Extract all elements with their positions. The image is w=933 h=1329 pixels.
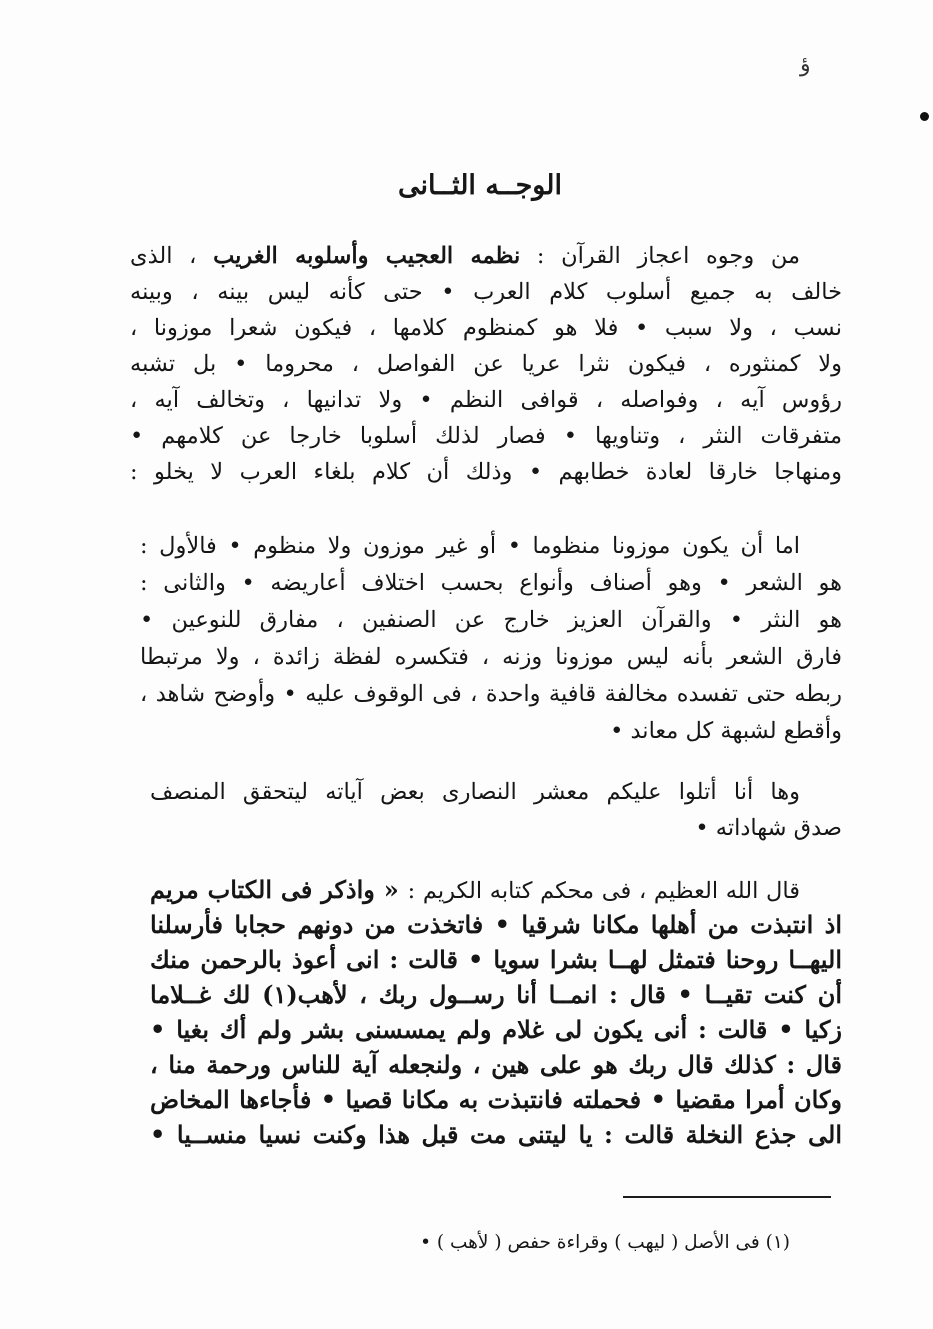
text-line: اما أن يكون موزونا منظوما • أو غير موزون ولا منظوم • فالأول : [140, 533, 800, 559]
text-line: هو الشعر • وهو أصناف وأنواع بحسب اختلاف أعاريضه • والثانى : [140, 570, 842, 596]
text-line: أن كنت تقيــا • قال : انمــا أنا رســول ربك ، لأهب(١) لك غــلاما [150, 980, 842, 1009]
text-line: ومنهاجا خارقا لعادة خطابهم • وذلك أن كلام بلغاء العرب لا يخلو : [130, 459, 842, 485]
text-line: قال : كذلك قال ربك هو على هين ، ولنجعله آية للناس ورحمة منا ، [150, 1050, 842, 1079]
margin-dot [920, 112, 929, 121]
quote-start: « واذكر فى الكتاب مريم [150, 875, 399, 904]
text-line: وها أنا أتلوا عليكم معشر النصارى بعض آياته ليتحقق المنصف [150, 779, 800, 805]
paragraph-4-quran-quote [150, 872, 842, 1152]
text-line: نسب ، ولا سبب • فلا هو كمنظوم كلامها ، فيكون شعرا موزونا ، [130, 315, 842, 341]
text-line: خالف به جميع أسلوب كلام العرب • حتى كأنه ليس بينه ، وبينه [130, 279, 842, 305]
quote-intro: قال الله العظيم ، فى محكم كتابه الكريم : [407, 878, 801, 904]
text-line: وأقطع لشبهة كل معاند • [610, 718, 842, 744]
text-line: هو النثر • والقرآن العزيز خارج عن الصنفين ، مفارق للنوعين • [140, 607, 842, 633]
text-line: ربطه حتى تفسده مخالفة قافية واحدة ، فى الوقوف عليه • وأوضح شاهد ، [140, 681, 842, 707]
text-line: اذ انتبذت من أهلها مكانا شرقيا • فاتخذت من دونهم حجابا فأرسلنا [150, 910, 842, 939]
text-line: فارق الشعر بأنه ليس موزونا وزنه ، فتكسره لفظة زائدة ، ولا مرتبطا [140, 644, 842, 670]
text-line: اليهــا روحنا فتمثل لهــا بشرا سويا • قالت : انى أعوذ بالرحمن منك [150, 945, 842, 974]
paragraph-1 [130, 238, 842, 490]
bold-phrase: نظمه العجيب وأسلوبه الغريب [213, 243, 521, 269]
footnote: (١) فى الأصل ( ليهب ) وقراءة حفص ( لأهب ) • [420, 1232, 790, 1253]
text-line [130, 238, 842, 274]
text-line: زكيا • قالت : أنى يكون لى غلام ولم يمسسنى بشر ولم أك بغيا • [150, 1015, 842, 1044]
section-title: الوجــه الثــانى [397, 170, 562, 201]
footnote-divider [623, 1196, 831, 1198]
text-line [150, 872, 842, 907]
corner-mark: ؤ [800, 52, 811, 77]
paragraph-2 [140, 528, 842, 750]
text-line: وكان أمرا مقضيا • فحملته فانتبذت به مكانا قصيا • فأجاءها المخاض [150, 1085, 842, 1114]
text-line: صدق شهاداته • [695, 815, 842, 841]
text-line: الى جذع النخلة قالت : يا ليتنى مت قبل هذا وكنت نسيا منســيا • [150, 1120, 842, 1149]
text-segment: ، الذى [130, 243, 197, 269]
text-segment: من وجوه اعجاز القرآن : [536, 243, 801, 269]
paragraph-3 [150, 774, 842, 846]
text-line: متفرقات النثر ، وتناويها • فصار لذلك أسلوبا خارجا عن كلامهم • [130, 423, 842, 449]
text-line: ولا كمنثوره ، فيكون نثرا عريا عن الفواصل ، محروما • بل تشبه [130, 351, 842, 377]
text-line: رؤوس آيه ، وفواصله ، قوافى النظم • ولا تدانيها ، وتخالف آيه ، [130, 387, 842, 413]
